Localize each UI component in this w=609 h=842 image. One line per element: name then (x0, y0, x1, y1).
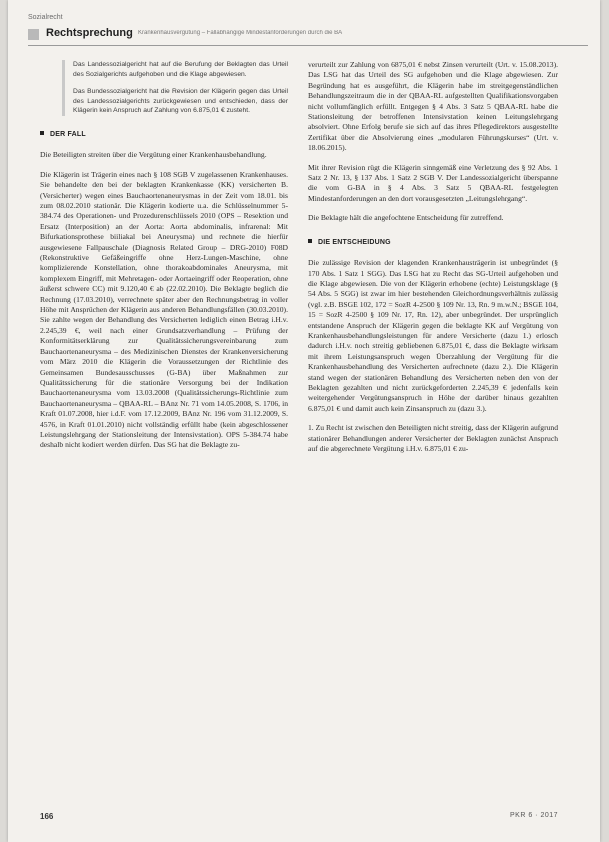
document-page (8, 0, 600, 842)
section-heading-label: DIE ENTSCHEIDUNG (318, 238, 391, 246)
page-number: 166 (40, 812, 54, 821)
summary-paragraph: Das Landessozialgericht hat auf die Berufung der Beklagten das Urteil des Sozialgerichts aufgehoben und die Klage abgewiesen. (73, 61, 288, 78)
body-paragraph: Die Beklagte hält die angefochtene Entscheidung für zutreffend. (308, 213, 504, 223)
header-subtitle: Krankenhausvergütung – Fallabhängige Mindestanforderungen durch die BA (138, 30, 343, 36)
bullet-square-icon (40, 131, 44, 135)
section-heading-entscheidung (308, 238, 558, 248)
body-paragraph: Die Beteiligten streiten über die Vergütung einer Krankenhausbehandlung. (40, 150, 267, 160)
running-head: Sozialrecht (28, 14, 63, 21)
body-paragraph: Die zulässige Revision der klagenden Krankenhausträgerin ist unbegründet (§ 170 Abs. 1 Satz 1 SGG). Das LSG hat zu Recht das SG-Urteil aufgehoben und die Klage abgewiesen. Die von der Klägerin erhobene (echte) Leistungsklage (§ 54 Abs. 5 SGG) ist zwar im hier bestehenden Gleichordnungsverhältnis zulässig (vgl. z.B. BSGE 102, 172 = SozR 4-2500 § 109 Nr. 13, Rn. 9 m.w.N.; BSGE 104, 15 = SozR 4-2500 § 109 Nr. 17, Rn. 12), aber unbegründet. Der ursprünglich entstandene Anspruch der Klägerin gegen die beklagte KK auf Vergütung von Krankenhausbehandlungsleistungen für andere Versicherte (dazu 1.) erlosch dadurch i.H.v. noch streitig gebliebenen 6.875,01 €, dass die Beklagte wirksam mit ihrem Leistungsanspruch wegen Überzahlung der Vergütung für die Krankenhausbehandlung des Versicherten aufrechnete (dazu 2.). Die Klägerin stand wegen der stationären Behandlung des Versicherten neben den von der Beklagten gezahlten und nicht zurückgeforderten 2.245,39 € jedenfalls kein weitergehender Vergütungsanspruch in Höhe der darüber hinaus gezahlten 6.875,01 € und damit auch kein Zinsanspruch zu (dazu 3.). (308, 258, 558, 413)
header-title: Rechtsprechung (46, 27, 133, 39)
left-column (40, 60, 288, 460)
section-heading-label: DER FALL (50, 130, 86, 138)
bullet-square-icon (308, 239, 312, 243)
summary-paragraph: Das Bundessozialgericht hat die Revision der Klägerin gegen das Urteil des Landessozialgerichts zurückgewiesen und entschieden, dass der Klägerin kein Anspruch auf Zahlung von 6.875,01 € zusteht. (73, 88, 288, 115)
section-header (28, 27, 588, 46)
issue-label: PKR 6 · 2017 (510, 812, 559, 819)
body-paragraph: 1. Zu Recht ist zwischen den Beteiligten nicht streitig, dass der Klägerin aufgrund stationärer Behandlungen anderer Versicherter der Beklagten zunächst Anspruch auf die abgerechnete Vergütung i.H.v. 6.875,01 € zu- (308, 423, 558, 453)
summary-box (62, 60, 288, 116)
body-paragraph: verurteilt zur Zahlung von 6875,01 € nebst Zinsen verurteilt (Urt. v. 15.08.2013). Das LSG hat das Urteil des SG aufgehoben und die Klage abgewiesen. Zur Begründung hat es ausgeführt, die Klägerin habe im streitgegenständlichen Behandlungszeitraum die in der QBAA-RL aufgestellten Qualifikationsvorgaben nicht vollumfänglich erfüllt. Entgegen § 4 Abs. 3 Satz 5 QBAA-RL habe die Stationsleitung der betroffenen Intensivstation keinen Leitungslehrgang absolviert. Ohne Erfolg berufe sie sich auf das ihres Pflegedirektors ausgestellte Zertifikat über die Absolvierung eines „modularen Führungskurses“ (Urt. v. 18.06.2015). (308, 60, 558, 153)
body-paragraph: Mit ihrer Revision rügt die Klägerin sinngemäß eine Verletzung des § 92 Abs. 1 Satz 2 Nr. 13, § 137 Abs. 1 Satz 2 SGB V. Der Landessozialgericht überspanne die vom G-BA in § 4 Abs. 3 Satz 5 QBAA-RL festgelegten Mindestanforderungen an den dort vorausgesetzten „Leitungslehrgang“. (308, 162, 558, 203)
body-paragraph: Die Klägerin ist Trägerin eines nach § 108 SGB V zugelassenen Krankenhauses. Sie behandelte den bei der beklagten Krankenkasse (KK) versicherten B. (Versicherter) wegen eines Bauchaortenaneurysmas in der Zeit vom 18.01. bis zum 08.02.2010 stationär. Die Klägerin kodierte u.a. die Schlüsselnummer 5-384.74 des Operationen- und Prozedurenschlüssels 2010 (OPS – Resektion und Ersatz (Interposition) an der Aorta: Aorta abdominalis, infrarenal: Mit Bifurkationsprothese biiliakal bei Aneurysma) und rechnete die hierfür ausgewiesene Fallpauschale (Diagnosis Related Group – DRG-2010) F08D (Rekonstruktive Gefäßeingriffe ohne Herz-Lungen-Maschine, ohne komplizierende Konstellation, ohne thorakoabdominales Aneurysma, mit komplexem Eingriff, mit Mehretagen- oder Aortaeingriff oder Reoperation, ohne äußerst schwere CC) mit 9.120,40 € ab (22.02.2010). Die Beklagte beglich die Rechnung (17.03.2010), verrechnete später aber den Rechnungsbetrag in voller Höhe mit Ansprüchen der Klägerin aus anderen Behandlungsfällen (30.03.2010). Sie zahlte wegen der Behandlung des Versicherten lediglich einen Betrag i.H.v. 2.245,39 €, weil nach einer Grundsatzverhandlung – Prüfung der Konformitätserklärung zur Qualitätssicherungsvereinbarung zum Bauchaortenaneurysma – des Medizinischen Dienstes der Krankenversicherung vom März 2010 die Klägerin die Voraussetzungen der Richtlinie des Gemeinsamen Bundesausschusses (G-BA) über Maßnahmen zur Qualitätssicherung für die stationäre Versorgung bei der Indikation Bauchaortenaneurysma vom 13.03.2008 (Qualitätssicherungs-Richtlinie zum Bauchaortenaneurysma – QBAA-RL – BAnz Nr. 71 vom 14.05.2008, S. 1706, in Kraft 01.07.2008, hier i.d.F. vom 17.12.2009, BAnz Nr. 196 vom 31.12.2009, S. 4576, in Kraft 01.01.2010) nicht vollständig erfüllt habe (kein abgeschlossener Leistungslehrgang der Stationsleitung der Intensivstation). OPS 5-384.74 habe deshalb nicht kodiert werden dürfen. Das SG hat die Beklagte zu- (40, 169, 288, 450)
right-column (308, 60, 558, 463)
header-square-icon (28, 29, 39, 40)
section-heading-fall (40, 130, 288, 140)
